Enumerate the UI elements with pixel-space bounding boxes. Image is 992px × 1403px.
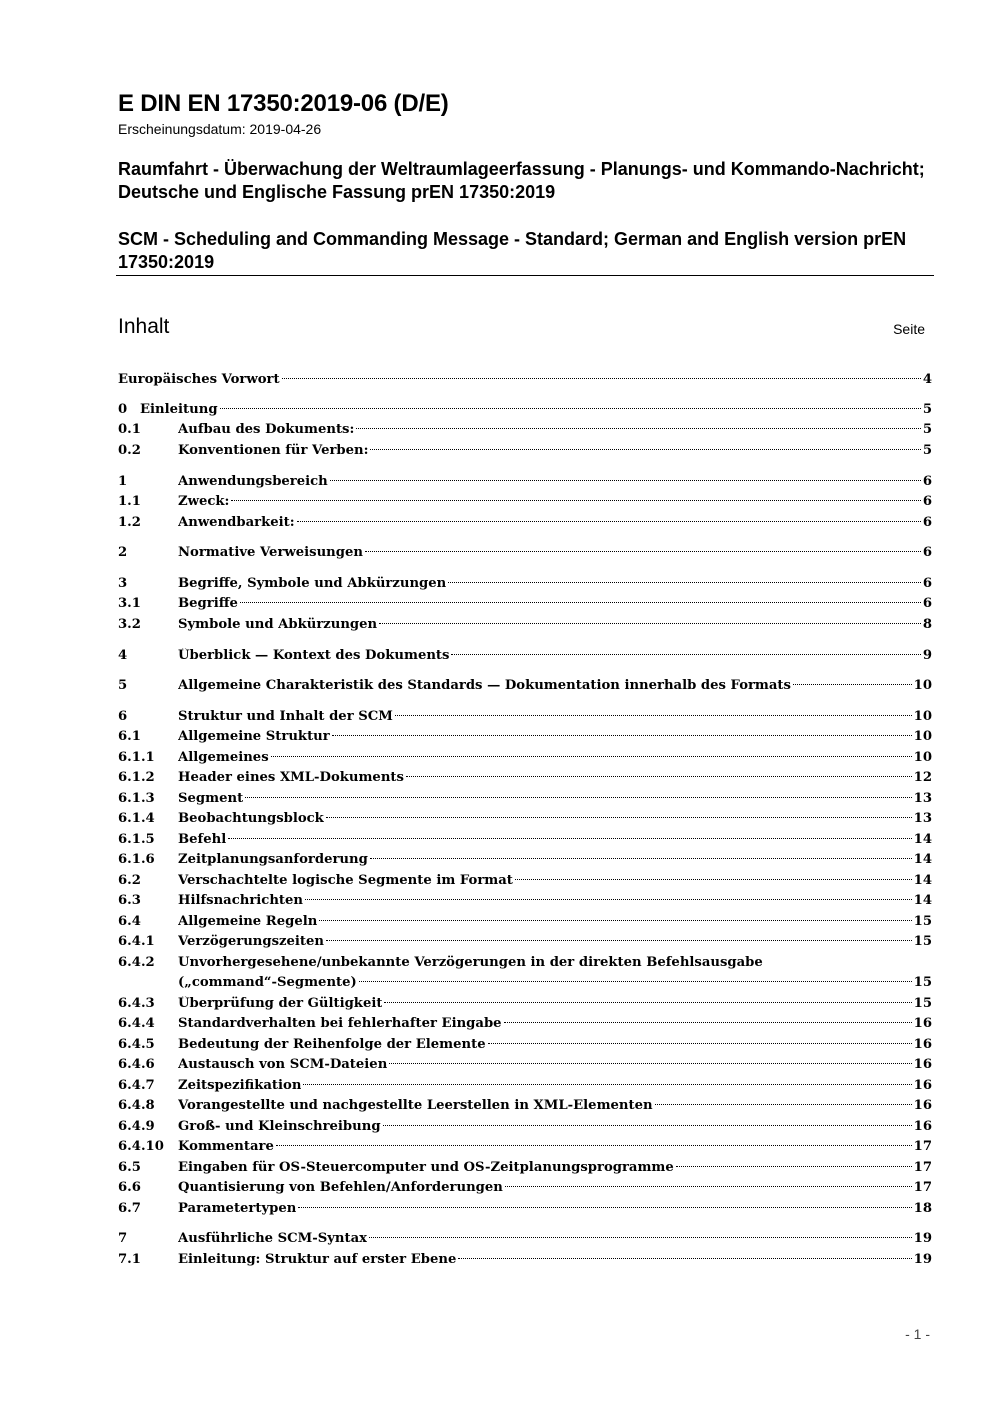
toc-entry-number: 6.4 bbox=[118, 914, 141, 929]
toc-entry-number: 1.2 bbox=[118, 515, 141, 530]
toc-entry-number: 6.1 bbox=[118, 729, 141, 744]
toc-entry-page: 14 bbox=[913, 893, 932, 908]
toc-entry-number: 6.4.3 bbox=[118, 996, 155, 1011]
toc-entry[interactable] bbox=[118, 545, 932, 565]
toc-entry-page: 13 bbox=[913, 791, 932, 806]
toc-entry[interactable] bbox=[118, 893, 932, 913]
toc-entry-title: Zweck: bbox=[178, 494, 230, 509]
toc-page-label: Seite bbox=[893, 321, 925, 337]
toc-entry-page: 10 bbox=[913, 709, 932, 724]
toc-entry-title: Beobachtungsblock bbox=[178, 811, 324, 826]
toc-entry-page: 14 bbox=[913, 832, 932, 847]
dot-leader bbox=[297, 521, 921, 522]
toc-entry[interactable] bbox=[118, 1057, 932, 1077]
page-number: - 1 - bbox=[905, 1326, 930, 1342]
dot-leader bbox=[406, 776, 912, 777]
dot-leader bbox=[379, 623, 921, 624]
dot-leader bbox=[240, 602, 921, 603]
toc-entry[interactable] bbox=[118, 617, 932, 637]
dot-leader bbox=[383, 1125, 912, 1126]
publication-date: Erscheinungsdatum: 2019-04-26 bbox=[118, 121, 322, 137]
toc-entry[interactable] bbox=[118, 729, 932, 749]
toc-entry-number: 4 bbox=[118, 648, 128, 663]
toc-entry-page: 6 bbox=[922, 474, 932, 489]
toc-entry-number: 0 bbox=[118, 402, 128, 417]
toc-entry-title: Eingaben für OS-Steuercomputer und OS-Zeitplanungsprogramme bbox=[178, 1160, 674, 1175]
toc-entry-number: 6.4.1 bbox=[118, 934, 155, 949]
toc-entry[interactable] bbox=[118, 1016, 932, 1036]
toc-entry-title: Ausführliche SCM-Syntax bbox=[178, 1231, 368, 1246]
toc-entry-title: („command“-Segmente) bbox=[178, 975, 357, 990]
dot-leader bbox=[369, 1237, 912, 1238]
toc-entry-title: Kommentare bbox=[178, 1139, 274, 1154]
title-english: SCM - Scheduling and Commanding Message - Standard; German and English version prEN 17350:2019 bbox=[118, 229, 907, 272]
toc-entry-page: 17 bbox=[913, 1180, 932, 1195]
toc-entry-number: 7 bbox=[118, 1231, 128, 1246]
dot-leader bbox=[271, 756, 912, 757]
toc-entry-number: 6.1.4 bbox=[118, 811, 155, 826]
toc-entry-page: 6 bbox=[922, 515, 932, 530]
toc-entry-number: 6.1.1 bbox=[118, 750, 155, 765]
toc-entry-page: 14 bbox=[913, 852, 932, 867]
toc-entry-page: 13 bbox=[913, 811, 932, 826]
toc-entry-title: Hilfsnachrichten bbox=[178, 893, 303, 908]
dot-leader bbox=[298, 1207, 911, 1208]
toc-entry-title: Standardverhalten bei fehlerhafter Eingabe bbox=[178, 1016, 502, 1031]
toc-entry-title: Überblick — Kontext des Dokuments bbox=[178, 648, 450, 663]
toc-entry-page: 10 bbox=[913, 729, 932, 744]
toc-entry-number: 3.2 bbox=[118, 617, 141, 632]
toc-entry[interactable] bbox=[118, 1252, 932, 1272]
toc-entry[interactable] bbox=[118, 1098, 932, 1118]
toc-entry[interactable] bbox=[118, 443, 932, 463]
toc-entry-page: 8 bbox=[922, 617, 932, 632]
toc-entry-page: 15 bbox=[913, 975, 932, 990]
toc-entry-number: 2 bbox=[118, 545, 128, 560]
toc-entry-page: 19 bbox=[913, 1252, 932, 1267]
toc-entry-title-line1: Unvorhergesehene/unbekannte Verzögerungen in der direkten Befehlsausgabe bbox=[178, 955, 763, 970]
toc-entry-page: 6 bbox=[922, 596, 932, 611]
toc-entry-title: Segment bbox=[178, 791, 244, 806]
dot-leader bbox=[359, 981, 912, 982]
toc-entry-page: 14 bbox=[913, 873, 932, 888]
toc-entry-title: Bedeutung der Reihenfolge der Elemente bbox=[178, 1037, 486, 1052]
title-german: Raumfahrt - Überwachung der Weltraumlageerfassung - Planungs- und Kommando-Nachricht; Deutsche und Englische Fassung prEN 17350:2019 bbox=[118, 159, 925, 202]
toc-entry[interactable] bbox=[118, 678, 932, 698]
toc-entry-title: Zeitplanungsanforderung bbox=[178, 852, 368, 867]
toc-entry-title: Vorangestellte und nachgestellte Leerstellen in XML-Elementen bbox=[178, 1098, 653, 1113]
toc-entry[interactable] bbox=[118, 422, 932, 442]
toc-entry-number: 6.4.4 bbox=[118, 1016, 155, 1031]
dot-leader bbox=[231, 500, 920, 501]
dot-leader bbox=[370, 858, 912, 859]
dot-leader bbox=[389, 1063, 911, 1064]
dot-leader bbox=[276, 1145, 912, 1146]
toc-entry-title: Anwendungsbereich bbox=[178, 474, 328, 489]
toc-entry-title: Parametertypen bbox=[178, 1201, 297, 1216]
dot-leader bbox=[282, 378, 921, 379]
toc-entry-page: 15 bbox=[913, 934, 932, 949]
dot-leader bbox=[305, 899, 912, 900]
toc-entry-page: 6 bbox=[922, 494, 932, 509]
toc-entry[interactable] bbox=[118, 709, 932, 729]
toc-entry-number: 5 bbox=[118, 678, 128, 693]
toc-entry-page: 16 bbox=[913, 1119, 932, 1134]
toc-entry[interactable] bbox=[118, 852, 932, 872]
toc-entry-title: Allgemeines bbox=[178, 750, 269, 765]
dot-leader bbox=[330, 480, 921, 481]
toc-entry[interactable] bbox=[118, 914, 932, 934]
document-id: E DIN EN 17350:2019-06 (D/E) bbox=[118, 90, 449, 117]
toc-entry-title: Begriffe, Symbole und Abkürzungen bbox=[178, 576, 447, 591]
toc-entry-number: 6 bbox=[118, 709, 128, 724]
dot-leader bbox=[228, 838, 911, 839]
toc-entry-number: 6.2 bbox=[118, 873, 141, 888]
toc-entry-title: Aufbau des Dokuments: bbox=[178, 422, 355, 437]
toc-entry-number: 6.4.7 bbox=[118, 1078, 155, 1093]
toc-entry-page: 15 bbox=[913, 914, 932, 929]
toc-entry-page: 16 bbox=[913, 1037, 932, 1052]
toc-entry[interactable] bbox=[118, 596, 932, 616]
toc-entry-number: 6.4.9 bbox=[118, 1119, 155, 1134]
toc-entry-number: 6.6 bbox=[118, 1180, 141, 1195]
toc-entry[interactable] bbox=[118, 934, 932, 954]
toc-entry[interactable] bbox=[118, 750, 932, 770]
dot-leader bbox=[793, 684, 912, 685]
toc-entry[interactable] bbox=[118, 1119, 932, 1139]
toc-entry-page: 16 bbox=[913, 1098, 932, 1113]
toc-entry-number: 6.7 bbox=[118, 1201, 141, 1216]
toc-entry[interactable] bbox=[118, 1180, 932, 1200]
toc-entry-title: Allgemeine Regeln bbox=[178, 914, 318, 929]
dot-leader bbox=[676, 1166, 912, 1167]
dot-leader bbox=[220, 408, 921, 409]
dot-leader bbox=[504, 1022, 912, 1023]
dot-leader bbox=[488, 1043, 912, 1044]
toc-entry-page: 5 bbox=[922, 443, 932, 458]
toc-entry-number: 6.4.8 bbox=[118, 1098, 155, 1113]
toc-entry-number: 0.2 bbox=[118, 443, 141, 458]
toc-entry-page: 6 bbox=[922, 545, 932, 560]
dot-leader bbox=[326, 940, 912, 941]
toc-entry-page: 10 bbox=[913, 750, 932, 765]
toc-entry[interactable] bbox=[118, 1078, 932, 1098]
toc-entry-number: 6.3 bbox=[118, 893, 141, 908]
toc-entry-number: 6.1.5 bbox=[118, 832, 155, 847]
toc-entry-title: Europäisches Vorwort bbox=[118, 372, 280, 387]
toc-entry-title: Befehl bbox=[178, 832, 227, 847]
dot-leader bbox=[395, 715, 912, 716]
dot-leader bbox=[458, 1258, 911, 1259]
toc-entry[interactable] bbox=[118, 791, 932, 811]
toc-entry-number: 3 bbox=[118, 576, 128, 591]
toc-entry-page: 6 bbox=[922, 576, 932, 591]
dot-leader bbox=[319, 920, 911, 921]
toc-entry-title: Struktur und Inhalt der SCM bbox=[178, 709, 393, 724]
dot-leader bbox=[365, 551, 921, 552]
toc-entry-title: Header eines XML-Dokuments bbox=[178, 770, 404, 785]
toc-entry[interactable] bbox=[118, 1231, 932, 1251]
dot-leader bbox=[332, 735, 912, 736]
toc-entry-title: Anwendbarkeit: bbox=[178, 515, 295, 530]
toc-entry-number: 6.1.2 bbox=[118, 770, 155, 785]
dot-leader bbox=[326, 817, 912, 818]
dot-leader bbox=[448, 582, 921, 583]
toc-entry-title: Konventionen für Verben: bbox=[178, 443, 369, 458]
dot-leader bbox=[384, 1002, 911, 1003]
toc-entry-number: 6.4.5 bbox=[118, 1037, 155, 1052]
dot-leader bbox=[515, 879, 912, 880]
toc-entry-number: 0.1 bbox=[118, 422, 141, 437]
toc-entry-page: 9 bbox=[922, 648, 932, 663]
toc-entry-title: Allgemeine Charakteristik des Standards — Dokumentation innerhalb des Formats bbox=[178, 678, 791, 693]
dot-leader bbox=[451, 654, 920, 655]
toc-entry-title: Einleitung bbox=[140, 402, 218, 417]
toc-entry-title: Normative Verweisungen bbox=[178, 545, 363, 560]
toc-entry-title: Verzögerungszeiten bbox=[178, 934, 324, 949]
toc-entry-title: Zeitspezifikation bbox=[178, 1078, 302, 1093]
dot-leader bbox=[303, 1084, 911, 1085]
toc-entry[interactable] bbox=[118, 975, 932, 995]
toc-entry-page: 4 bbox=[922, 372, 932, 387]
toc-entry-page: 16 bbox=[913, 1016, 932, 1031]
toc-entry-page: 15 bbox=[913, 996, 932, 1011]
toc-entry-title: Allgemeine Struktur bbox=[178, 729, 330, 744]
toc-entry-title: Einleitung: Struktur auf erster Ebene bbox=[178, 1252, 457, 1267]
toc-entry[interactable] bbox=[118, 811, 932, 831]
toc-entry[interactable] bbox=[118, 832, 932, 852]
toc-entry[interactable] bbox=[118, 402, 932, 422]
dot-leader bbox=[505, 1186, 912, 1187]
toc-entry-number: 6.5 bbox=[118, 1160, 141, 1175]
dot-leader bbox=[370, 449, 920, 450]
toc-entry-page: 17 bbox=[913, 1139, 932, 1154]
toc-heading: Inhalt bbox=[118, 315, 170, 338]
toc-entry[interactable] bbox=[118, 996, 932, 1016]
toc-entry-page: 18 bbox=[913, 1201, 932, 1216]
header-divider bbox=[116, 275, 934, 276]
toc-entry[interactable] bbox=[118, 648, 932, 668]
toc-entry[interactable] bbox=[118, 576, 932, 596]
toc-entry-number: 6.1.3 bbox=[118, 791, 155, 806]
toc-entry-title: Verschachtelte logische Segmente im Format bbox=[178, 873, 513, 888]
toc-entry[interactable] bbox=[118, 474, 932, 494]
toc-entry[interactable] bbox=[118, 372, 932, 392]
toc-entry-number: 1.1 bbox=[118, 494, 141, 509]
toc-entry[interactable] bbox=[118, 770, 932, 790]
toc-entry-page: 16 bbox=[913, 1078, 932, 1093]
toc-entry-number: 6.4.6 bbox=[118, 1057, 155, 1072]
dot-leader bbox=[245, 797, 911, 798]
toc-entry-page: 5 bbox=[922, 422, 932, 437]
dot-leader bbox=[356, 428, 920, 429]
toc-entry[interactable] bbox=[118, 515, 932, 535]
toc-entry-page: 17 bbox=[913, 1160, 932, 1175]
toc-entry[interactable] bbox=[118, 1037, 932, 1057]
toc-entry-title: Quantisierung von Befehlen/Anforderungen bbox=[178, 1180, 503, 1195]
toc-entry[interactable] bbox=[118, 873, 932, 893]
toc-entry-number: 6.4.2 bbox=[118, 955, 155, 970]
toc-entry[interactable] bbox=[118, 1160, 932, 1180]
toc-entry-number: 3.1 bbox=[118, 596, 141, 611]
toc-entry-page: 12 bbox=[913, 770, 932, 785]
toc-entry-number: 6.4.10 bbox=[118, 1139, 164, 1154]
toc-entry-page: 10 bbox=[913, 678, 932, 693]
toc-entry-page: 19 bbox=[913, 1231, 932, 1246]
toc-entry-title: Symbole und Abkürzungen bbox=[178, 617, 378, 632]
toc-entry[interactable] bbox=[118, 494, 932, 514]
toc-entry-title: Begriffe bbox=[178, 596, 238, 611]
toc-entry-number: 1 bbox=[118, 474, 128, 489]
toc-entry-page: 16 bbox=[913, 1057, 932, 1072]
toc-entry-number: 6.1.6 bbox=[118, 852, 155, 867]
toc-entry-title: Austausch von SCM-Dateien bbox=[178, 1057, 388, 1072]
toc-entry-title: Groß- und Kleinschreibung bbox=[178, 1119, 381, 1134]
toc-entry-page: 5 bbox=[922, 402, 932, 417]
dot-leader bbox=[655, 1104, 912, 1105]
toc-entry[interactable] bbox=[118, 1139, 932, 1159]
toc-entry-title: Überprüfung der Gültigkeit bbox=[178, 996, 383, 1011]
toc-entry[interactable] bbox=[118, 1201, 932, 1221]
toc-entry-number: 7.1 bbox=[118, 1252, 141, 1267]
